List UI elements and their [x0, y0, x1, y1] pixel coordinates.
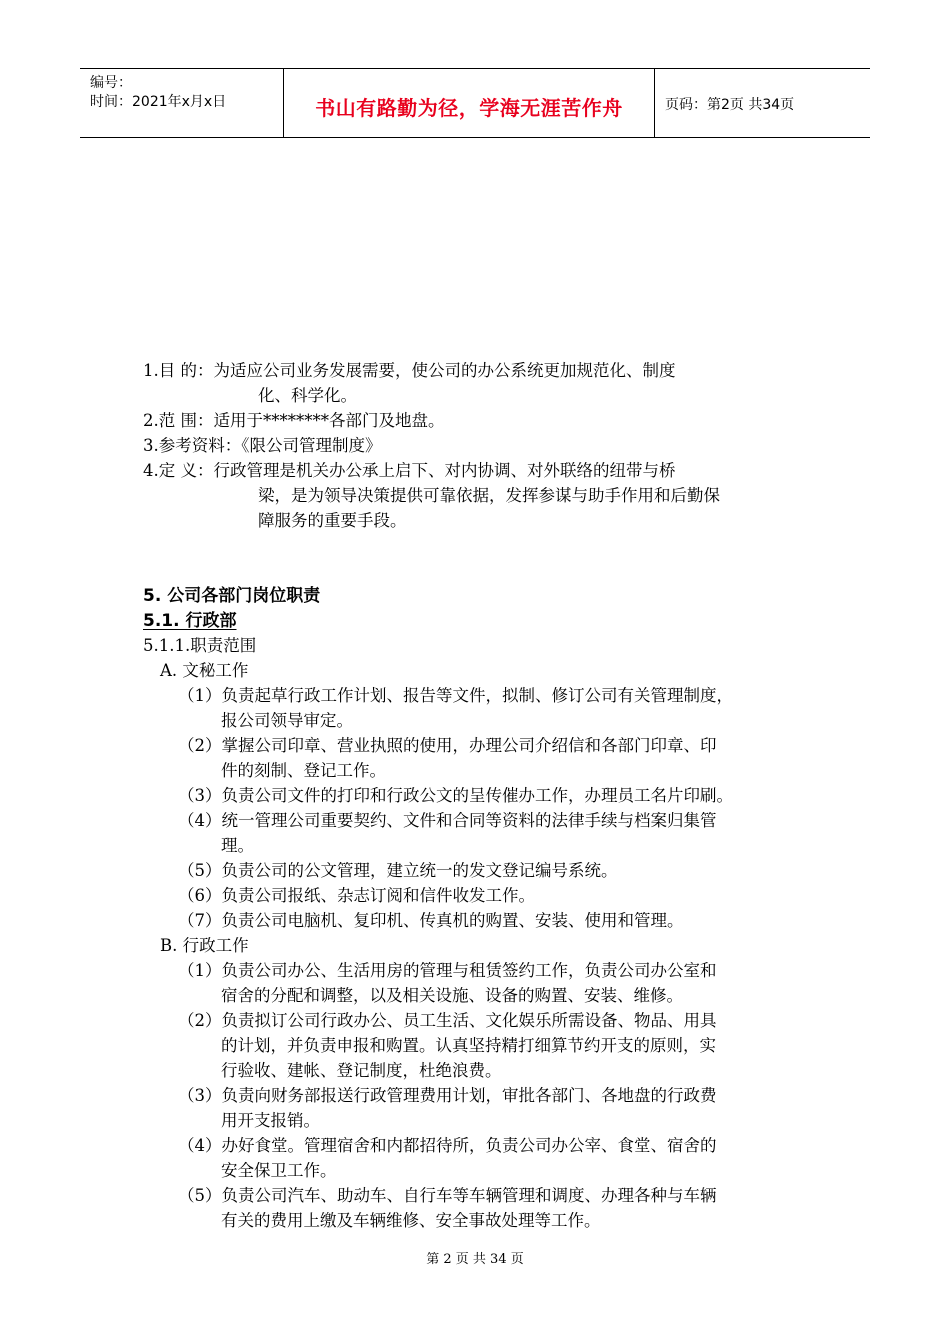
- list-item: （4）统一管理公司重要契约、文件和合同等资料的法律手续与档案归集管: [178, 811, 717, 830]
- list-item-cont: 用开支报销。: [221, 1111, 320, 1130]
- intro-scope: 2.范 围：适用于********各部门及地盘。: [143, 411, 445, 430]
- list-item: （1）负责公司办公、生活用房的管理与租赁签约工作，负责公司办公室和: [178, 961, 717, 980]
- list-item-cont: 有关的费用上缴及车辆维修、安全事故处理等工作。: [221, 1211, 601, 1230]
- list-item: （2）掌握公司印章、营业执照的使用，办理公司介绍信和各部门印章、印: [178, 736, 717, 755]
- header-motto-cell: [284, 69, 655, 137]
- list-item: （3）负责公司文件的打印和行政公文的呈传催办工作，办理员工名片印刷。: [178, 786, 733, 805]
- header-page-info: 页码：第2页 共34页: [665, 97, 795, 113]
- list-item: （7）负责公司电脑机、复印机、传真机的购置、安装、使用和管理。: [178, 911, 684, 930]
- list-item-cont: 行验收、建帐、登记制度，杜绝浪费。: [221, 1061, 502, 1080]
- header-motto: 书山有路勤为径，学海无涯苦作舟: [315, 96, 623, 120]
- document-date: 时间：2021年x月x日: [90, 94, 227, 110]
- list-item-cont: 安全保卫工作。: [221, 1161, 337, 1180]
- header-table: [80, 68, 870, 138]
- intro-definition-cont: 障服务的重要手段。: [258, 511, 407, 530]
- list-item-cont: 报公司领导审定。: [221, 711, 353, 730]
- list-item-cont: 的计划，并负责申报和购置。认真坚持精打细算节约开支的原则，实: [221, 1036, 716, 1055]
- intro-definition: 4.定 义：行政管理是机关办公承上启下、对内协调、对外联络的纽带与桥: [143, 461, 676, 480]
- list-item: （4）办好食堂。管理宿舍和内都招待所，负责公司办公宰、食堂、宿舍的: [178, 1136, 717, 1155]
- intro-definition-cont: 梁，是为领导决策提供可靠依据，发挥参谋与助手作用和后勤保: [258, 486, 720, 505]
- list-item-cont: 件的刻制、登记工作。: [221, 761, 386, 780]
- intro-reference: 3.参考资料：《限公司管理制度》: [143, 436, 382, 455]
- list-item-cont: 理。: [221, 836, 254, 855]
- list-item: （5）负责公司的公文管理，建立统一的发文登记编号系统。: [178, 861, 618, 880]
- section-title: 5. 公司各部门岗位职责: [143, 586, 321, 606]
- page-footer: 第 2 页 共 34 页: [426, 1252, 524, 1267]
- list-item: （5）负责公司汽车、助动车、自行车等车辆管理和调度、办理各种与车辆: [178, 1186, 717, 1205]
- intro-purpose-cont: 化、科学化。: [258, 386, 357, 405]
- intro-purpose: 1.目 的：为适应公司业务发展需要，使公司的办公系统更加规范化、制度: [143, 361, 676, 380]
- document-number-label: 编号：: [90, 75, 132, 91]
- part-b-title: B. 行政工作: [160, 936, 249, 955]
- header-page-cell: [655, 69, 870, 137]
- list-item: （1）负责起草行政工作计划、报告等文件，拟制、修订公司有关管理制度，: [178, 686, 733, 705]
- list-item-cont: 宿舍的分配和调整，以及相关设施、设备的购置、安装、维修。: [221, 986, 683, 1005]
- scope-heading: 5.1.1.职责范围: [143, 636, 257, 655]
- list-item: （3）负责向财务部报送行政管理费用计划，审批各部门、各地盘的行政费: [178, 1086, 717, 1105]
- header-meta-cell: [80, 69, 284, 137]
- list-item: （2）负责拟订公司行政办公、员工生活、文化娱乐所需设备、物品、用具: [178, 1011, 717, 1030]
- section-subtitle: 5.1. 行政部: [143, 611, 237, 631]
- list-item: （6）负责公司报纸、杂志订阅和信件收发工作。: [178, 886, 535, 905]
- part-a-title: A. 文秘工作: [160, 661, 249, 680]
